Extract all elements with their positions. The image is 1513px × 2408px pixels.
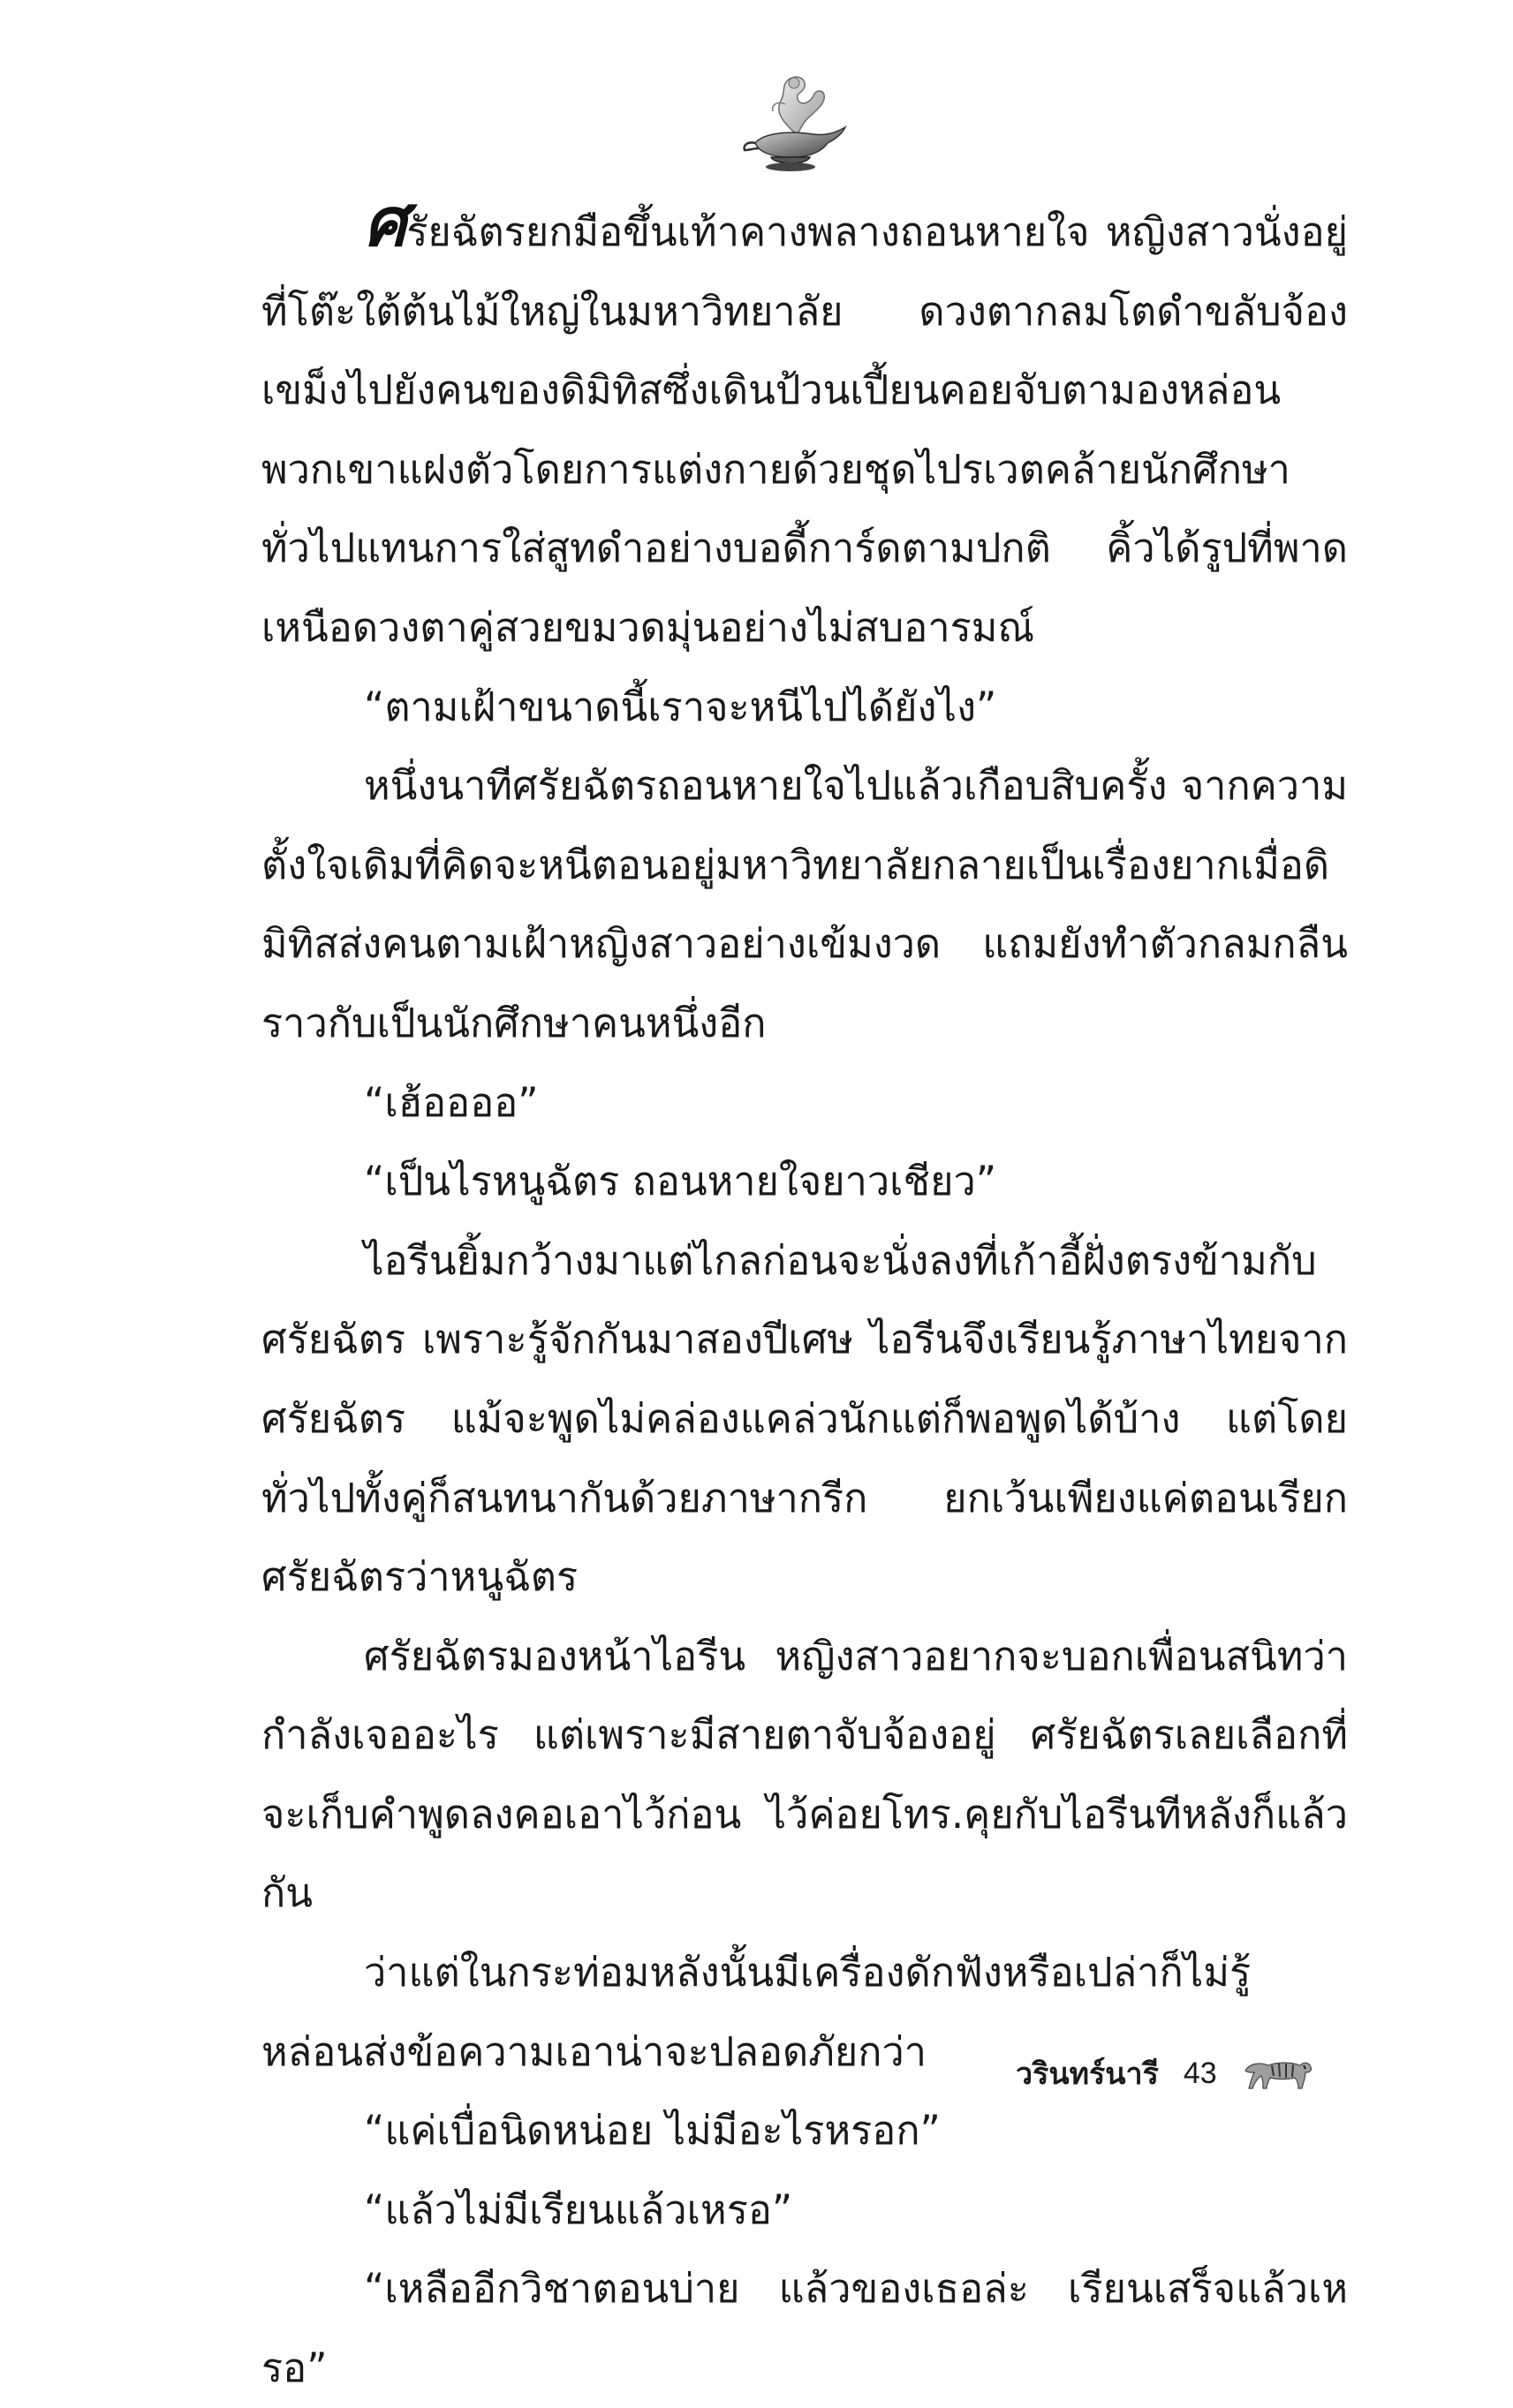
lamp-with-smoke-icon: [729, 69, 861, 175]
paragraph: ว่าแต่ในกระท่อมหลังนั้นมีเครื่องดักฟังหรือเปล่าก็ไม่รู้ หล่อนส่งข้อความเอาน่าจะปลอดภัยกว่า: [261, 1949, 1252, 2075]
paragraph: “แล้วไม่มีเรียนแล้วเหรอ”: [364, 2185, 793, 2233]
paragraph: [261, 183, 1348, 668]
paragraph: “ตามเฝ้าขนาดนี้เราจะหนีไปได้ยังไง”: [364, 683, 997, 730]
book-title: วรินทร์นารี: [1016, 2057, 1159, 2092]
tiger-icon: [1242, 2053, 1314, 2094]
paragraph-text: รัยฉัตรยกมือขึ้นเท้าคางพลางถอนหายใจ หญิงสาวนั่งอยู่ที่โต๊ะใต้ต้นไม้ใหญ่ในมหาวิทยาลัย ดวงตากลมโตดำขลับจ้องเขม็งไปยังคนของดิมิทิสซึ่งเดินป้วนเปี้ยนคอยจับตามองหล่อน พวกเขาแฝงตัวโดยการแต่งกายด้วยชุดไปรเวตคล้ายนักศึกษาทั่วไปแทนการใส่สูทดำอย่างบอดี้การ์ดตามปกติ คิ้วได้รูปที่พาดเหนือดวงตาคู่สวยขมวดมุ่นอย่างไม่สบอารมณ์: [261, 208, 1348, 651]
paragraph: “เป็นไรหนูฉัตร ถอนหายใจยาวเชียว”: [364, 1158, 997, 1205]
page-footer: [1016, 2047, 1314, 2100]
drop-cap: ศ: [364, 183, 407, 261]
page-number: 43: [1183, 2056, 1217, 2090]
paragraph: “เหลืออีกวิชาตอนบ่าย แล้วของเธอล่ะ เรียนเสร็จแล้วเหรอ”: [261, 2265, 1348, 2392]
paragraph: “แค่เบื่อนิดหน่อย ไม่มีอะไรหรอก”: [364, 2107, 941, 2155]
paragraph: “เฮ้ออออ”: [364, 1078, 539, 1126]
paragraph: ไอรีนยิ้มกว้างมาแต่ไกลก่อนจะนั่งลงที่เก้าอี้ฝั่งตรงข้ามกับศรัยฉัตร เพราะรู้จักกันมาสองปีเศษ ไอรีนจึงเรียนรู้ภาษาไทยจากศรัยฉัตร แม้จะพูดไม่คล่องแคล่วนักแต่ก็พอพูดได้บ้าง แต่โดยทั่วไปทั้งคู่ก็สนทนากันด้วยภาษากรีก ยกเว้นเพียงแค่ตอนเรียกศรัยฉัตรว่าหนูฉัตร: [261, 1236, 1348, 1601]
paragraph: ศรัยฉัตรมองหน้าไอรีน หญิงสาวอยากจะบอกเพื่อนสนิทว่ากำลังเจออะไร แต่เพราะมีสายตาจับจ้องอยู่ ศรัยฉัตรเลยเลือกที่จะเก็บคำพูดลงคอเอาไว้ก่อน ไว้ค่อยโทร.คุยกับไอรีนทีหลังก็แล้วกัน: [261, 1632, 1348, 1917]
paragraph: หนึ่งนาทีศรัยฉัตรถอนหายใจไปแล้วเกือบสิบครั้ง จากความตั้งใจเดิมที่คิดจะหนีตอนอยู่มหาวิทยาลัยกลายเป็นเรื่องยากเมื่อดิมิทิสส่งคนตามเฝ้าหญิงสาวอย่างเข้มงวด แถมยังทำตัวกลมกลืนราวกับเป็นนักศึกษาคนหนึ่งอีก: [261, 762, 1348, 1046]
